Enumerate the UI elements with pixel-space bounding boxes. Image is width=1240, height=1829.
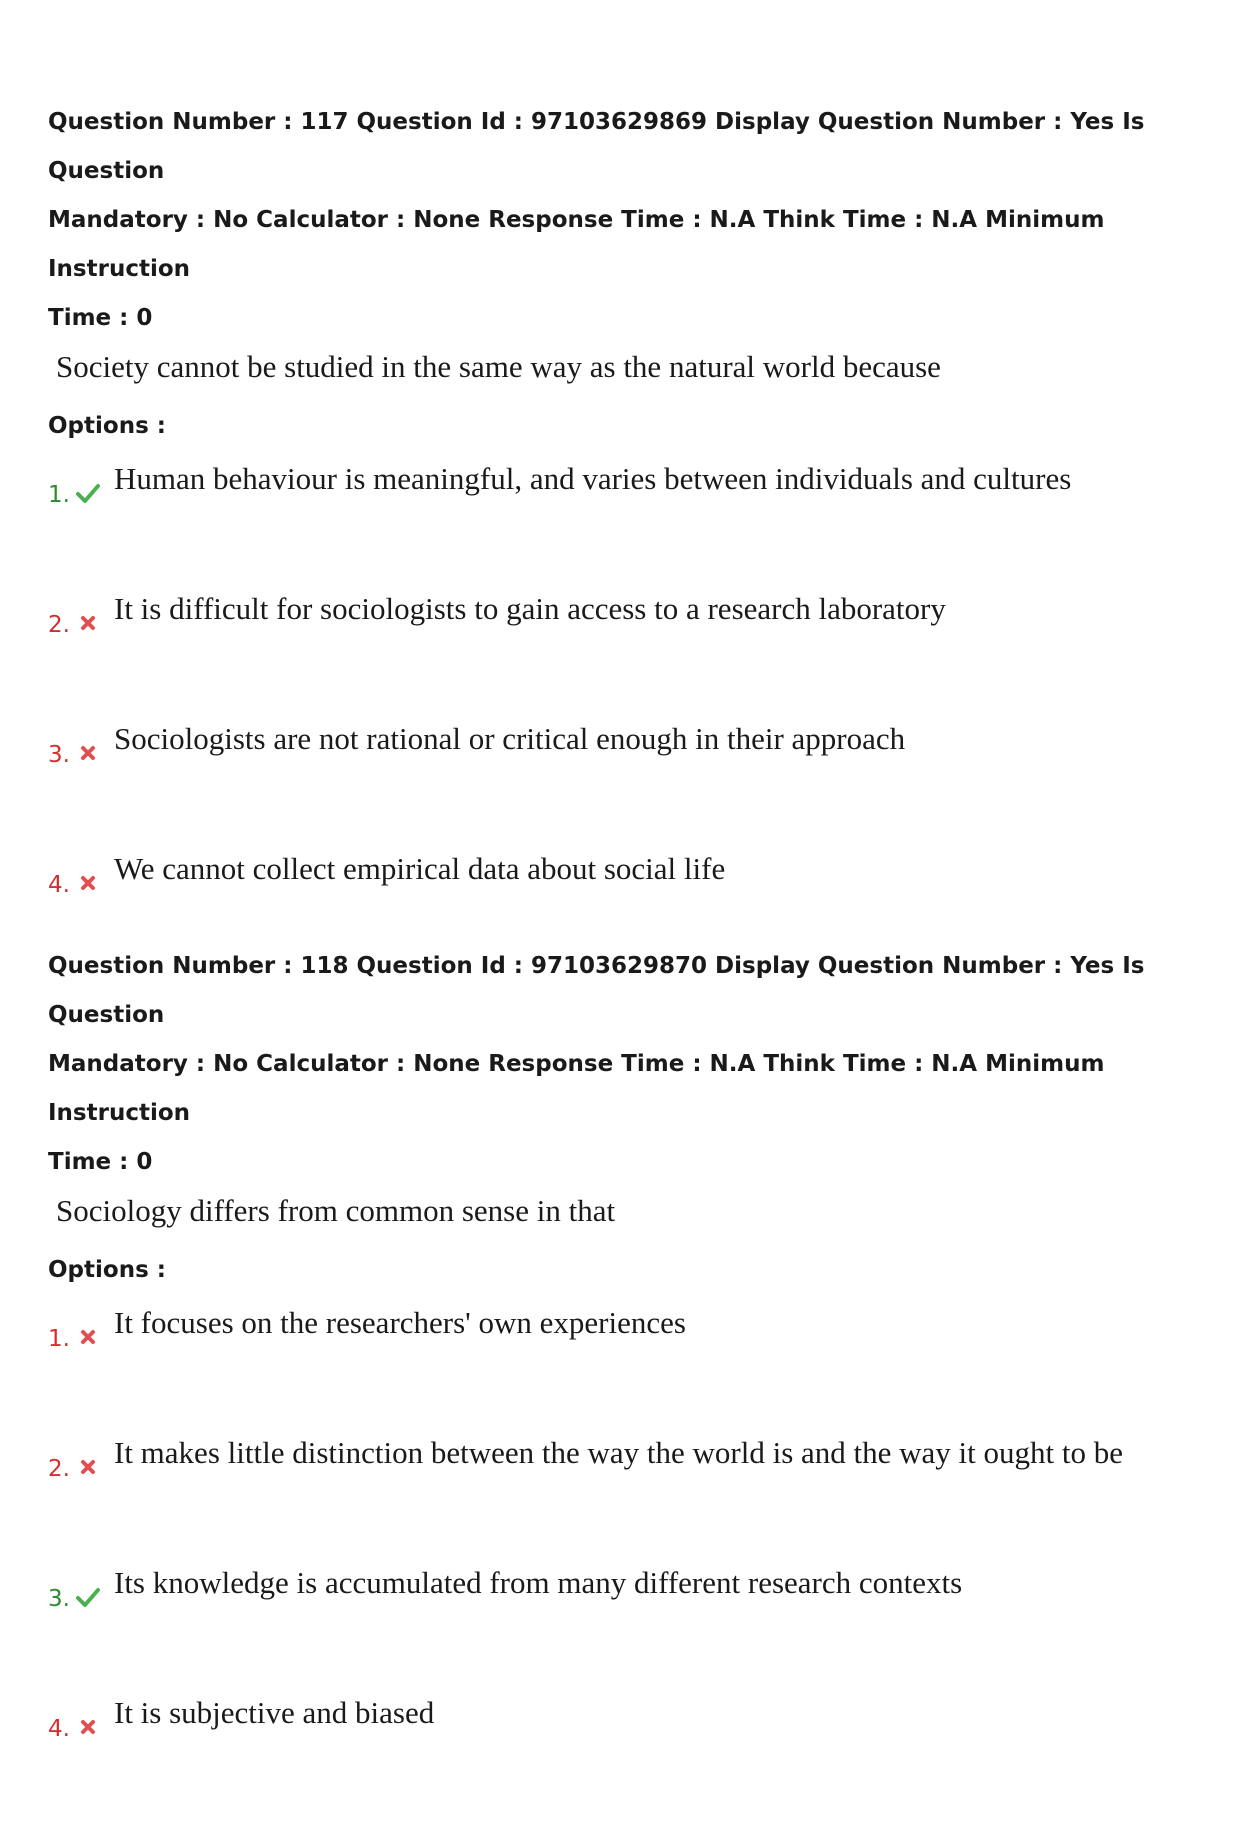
option-text: We cannot collect empirical data about social life (114, 851, 726, 886)
option-number: 4. (48, 872, 70, 898)
option-text: Human behaviour is meaningful, and varies between individuals and cultures (114, 461, 1072, 496)
question-stem: Society cannot be studied in the same way as the natural world because (56, 349, 941, 384)
cross-icon (76, 871, 100, 895)
options-label: Options : (48, 1257, 166, 1283)
option-number: 3. (48, 742, 70, 768)
question-block-117 (48, 98, 1218, 985)
options-label: Options : (48, 413, 166, 439)
option-item[interactable] (48, 1695, 1218, 1829)
option-item[interactable] (48, 721, 1218, 855)
cross-icon (76, 1325, 100, 1349)
option-item[interactable] (48, 1435, 1218, 1569)
cross-icon (76, 1715, 100, 1739)
option-item[interactable] (48, 1565, 1218, 1699)
option-text: It makes little distinction between the way the world is and the way it ought to be (114, 1435, 1123, 1470)
question-meta-line: Mandatory : No Calculator : None Response Time : N.A Think Time : N.A Minimum Instruction (48, 1051, 1105, 1126)
question-meta-line: Question Number : 117 Question Id : 97103629869 Display Question Number : Yes Is Question (48, 109, 1145, 184)
question-meta-line: Question Number : 118 Question Id : 97103629870 Display Question Number : Yes Is Question (48, 953, 1145, 1028)
cross-icon (76, 1455, 100, 1479)
option-number: 4. (48, 1716, 70, 1742)
cross-icon (76, 611, 100, 635)
question-block-118 (48, 942, 1218, 1829)
option-item[interactable] (48, 461, 1218, 595)
option-text: Its knowledge is accumulated from many different research contexts (114, 1565, 963, 1600)
option-item[interactable] (48, 1305, 1218, 1439)
question-meta-line: Time : 0 (48, 305, 153, 331)
cross-icon (76, 741, 100, 765)
question-meta-line: Time : 0 (48, 1149, 153, 1175)
option-number: 1. (48, 1326, 70, 1352)
option-text: It is difficult for sociologists to gain access to a research laboratory (114, 591, 946, 626)
option-number: 2. (48, 1456, 70, 1482)
question-stem: Sociology differs from common sense in that (56, 1193, 616, 1228)
question-meta-line: Mandatory : No Calculator : None Response Time : N.A Think Time : N.A Minimum Instruction (48, 207, 1105, 282)
check-icon (76, 1585, 100, 1609)
check-icon (76, 481, 100, 505)
option-number: 1. (48, 482, 70, 508)
option-text: It focuses on the researchers' own experiences (114, 1305, 686, 1340)
option-number: 3. (48, 1586, 70, 1612)
option-item[interactable] (48, 591, 1218, 725)
option-text: Sociologists are not rational or critical enough in their approach (114, 721, 906, 756)
option-text: It is subjective and biased (114, 1695, 435, 1730)
option-number: 2. (48, 612, 70, 638)
